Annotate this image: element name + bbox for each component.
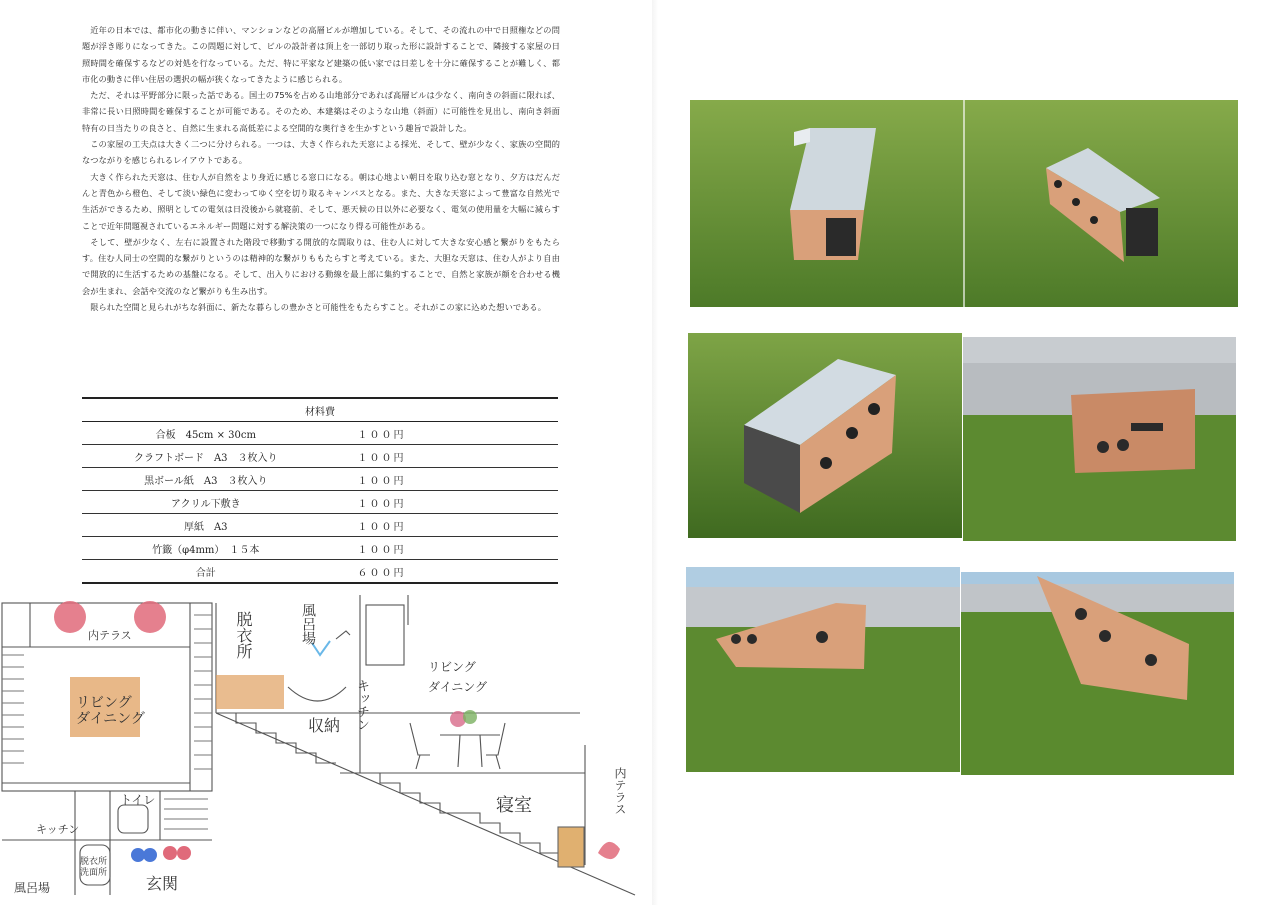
- essay-text: [82, 22, 560, 315]
- total-price: ６００円: [330, 560, 558, 584]
- table-title: 材料費: [82, 398, 558, 422]
- cost-item: クラフトボード A3 ３枚入り: [82, 445, 330, 468]
- label-toilet: トイレ: [120, 793, 156, 807]
- model-photo-3: [963, 337, 1236, 541]
- essay-paragraph: この家屋の工夫点は大きく二つに分けられる。一つは、大きく作られた天窓による採光、そして、壁が少なく、家族の空間的なつながりを感じられるレイアウトである。: [82, 139, 560, 166]
- label-washroom-plan: 脱衣所 洗面所: [80, 857, 108, 878]
- cost-item: アクリル下敷き: [82, 491, 330, 514]
- cost-price: １００円: [330, 468, 558, 491]
- essay-paragraph: 近年の日本では、都市化の動きに伴い、マンションなどの高層ビルが増加している。そして、その流れの中で日照権などの問題が浮き彫りになってきた。この問題に対して、ビルの設計者は頂上を一部切り取った形に設計することで、隣接する家屋の日照時間を確保するなどの対処を行なっている。ただ、特に平家など建築の低い家では日差しを十分に確保することが難しく、都市化の動きに伴い住居の選択の幅が狭くなってきたように感じられる。: [82, 25, 560, 84]
- essay-paragraph: 大きく作られた天窓は、住む人が自然をより身近に感じる窓口になる。朝は心地よい朝日を取り込む窓となり、夕方はだんだんと青色から橙色、そして淡い緑色に変わってゆく空を切り取るキャンバスとなる。また、大きな天窓によって豊富な自然光で生活ができるため、照明としての電気は日没後から就寝前、そして、悪天候の日以外に必要なく、電気の使用量を大幅に減らすことで近年問題視されているエネルギー問題に対する解決策の一つになり得る可能性がある。: [82, 171, 560, 231]
- label-living-section: リビング ダイニング: [428, 660, 488, 694]
- essay-paragraph: 限られた空間と見られがちな斜面に、新たな暮らしの豊かさと可能性をもたらすこと。それがこの家に込めた想いである。: [90, 302, 547, 313]
- table-row: [82, 537, 558, 560]
- label-kitchen-section: キッチン: [354, 679, 369, 731]
- table-row: [82, 422, 558, 445]
- table-row: [82, 514, 558, 537]
- model-photo-4: [686, 567, 960, 772]
- floor-plan-sketch: [0, 595, 640, 905]
- label-bath-section: 風呂場: [300, 603, 316, 645]
- cost-price: １００円: [330, 514, 558, 537]
- essay-paragraph: ただ、それは平野部分に限った話である。国土の75%を占める山地部分であれば高層ビルは少なく、南向きの斜面に限れば、非常に長い日照時間を確保することが可能である。そのため、本建築はそのような山地（斜面）に可能性を見出し、南向き斜面特有の日当たりの良さと、自然に生まれる高低差による空間的な奥行きを生かすという趣旨で設計した。: [82, 90, 560, 133]
- label-dressing: 脱衣所: [234, 611, 253, 659]
- table-total-row: [82, 560, 558, 584]
- table-row: [82, 445, 558, 468]
- cost-item: 厚紙 A3: [82, 514, 330, 537]
- label-living-plan: リビング ダイニング: [76, 695, 145, 727]
- cost-item: 竹籤（φ4mm） １５本: [82, 537, 330, 560]
- table-row: [82, 468, 558, 491]
- label-terrace-right: 内テラス: [613, 767, 627, 815]
- cost-price: １００円: [330, 422, 558, 445]
- essay-paragraph: そして、壁が少なく、左右に設置された階段で移動する開放的な間取りは、住む人に対して大きな安心感と繋がりをもたらす。住む人同士の空間的な繋がりというのは精神的な繋がりももたらすと考えている。また、大胆な天窓は、住む人がより自由で開放的に生活するための基盤になる。そして、出入りにおける動線を最上部に集約することで、自然と家族が顔を合わせる機会が生まれ、会話や交流のなど繋がりも生み出す。: [82, 236, 560, 296]
- label-kitchen-plan: キッチン: [36, 823, 80, 836]
- cost-item: 合板 45cm × 30cm: [82, 422, 330, 445]
- page-fold-shade: [652, 0, 658, 905]
- label-bedroom: 寝室: [496, 795, 532, 816]
- model-photo-5: [961, 572, 1234, 775]
- table-header-row: [82, 398, 558, 422]
- cost-item: 黒ボール紙 A3 ３枚入り: [82, 468, 330, 491]
- model-photo-1: [690, 100, 1238, 307]
- cost-price: １００円: [330, 537, 558, 560]
- label-storage: 収納: [308, 716, 341, 735]
- table-row: [82, 491, 558, 514]
- material-cost-table: [82, 397, 558, 584]
- model-photo-2: [688, 333, 962, 538]
- total-label: 合計: [82, 560, 330, 584]
- label-entrance: 玄関: [146, 874, 179, 893]
- label-terrace-top: 内テラス: [88, 629, 132, 642]
- cost-price: １００円: [330, 445, 558, 468]
- cost-price: １００円: [330, 491, 558, 514]
- label-bath-plan: 風呂場: [14, 881, 51, 895]
